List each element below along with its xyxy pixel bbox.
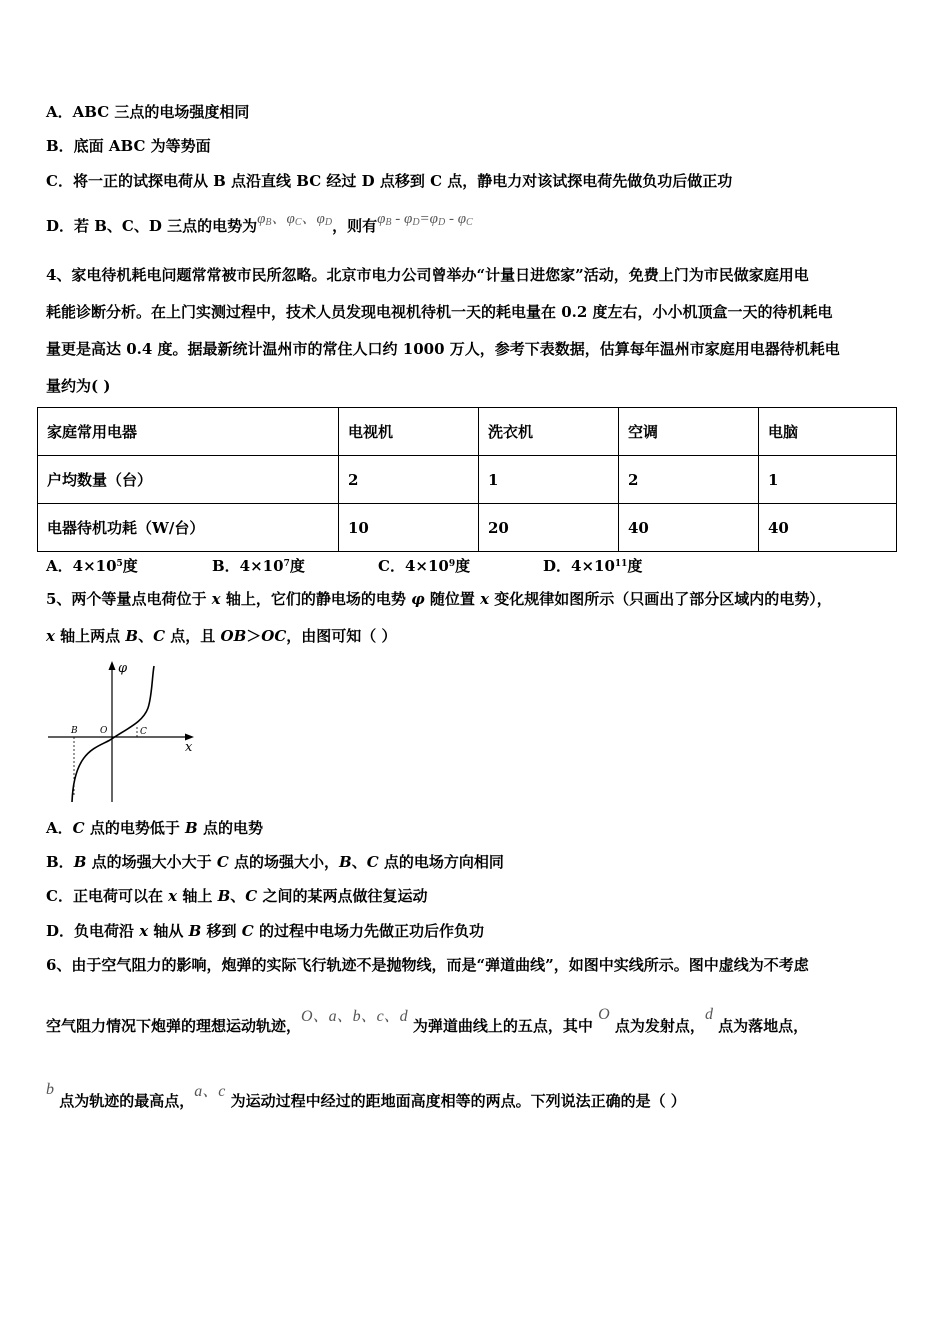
q6-line3: b 点为轨迹的最高点，a、c 为运动过程中经过的距地面高度相等的两点。下列说法正确的是（ ） [46, 1081, 686, 1110]
table-row [38, 504, 897, 552]
table-row [38, 456, 897, 504]
table-cell: 2 [619, 456, 759, 504]
q4-stem-line2: 耗能诊断分析。在上门实测过程中，技术人员发现电视机待机一天的耗电量在 0.2 度左右，小小机顶盒一天的待机耗电 [46, 303, 833, 321]
q5-option-a: A．C 点的电势低于 B 点的电势 [46, 819, 263, 837]
table-cell: 家庭常用电器 [38, 408, 339, 456]
y-axis [109, 661, 116, 802]
q3-d-middle: ，则有 [332, 217, 378, 235]
table-cell: 40 [759, 504, 897, 552]
table-cell: 空调 [619, 408, 759, 456]
x-axis [48, 734, 194, 741]
q5-option-b: B．B 点的场强大小大于 C 点的场强大小，B、C 点的电场方向相同 [46, 853, 504, 871]
graph-label-c: C [140, 727, 147, 737]
table-cell: 20 [479, 504, 619, 552]
q4-option-a: A．$4\times 10^5$度 [46, 557, 138, 575]
q4-stem-line4: 量约为( ) [46, 377, 111, 395]
q3-d-prefix: D．若 B、C、D 三点的电势为 [46, 217, 258, 235]
table-cell: 40 [619, 504, 759, 552]
graph-label-o: O [100, 726, 108, 736]
table-cell: 10 [339, 504, 479, 552]
table-cell: 电器待机功耗（W/台） [38, 504, 339, 552]
graph-label-b: B [71, 726, 78, 736]
table-cell: 户均数量（台） [38, 456, 339, 504]
q4-option-c: C．$4\times 10^9$度 [378, 557, 471, 575]
table-cell: 1 [479, 456, 619, 504]
q5-stem-line1: 5、两个等量点电荷位于 x 轴上，它们的静电场的电势 φ 随位置 x 变化规律如图所示（只画出了部分区域内的电势）， [46, 590, 832, 608]
graph-label-phi: φ [118, 661, 128, 676]
table-header-row [38, 408, 897, 456]
table-cell: 电脑 [759, 408, 897, 456]
table-cell: 洗衣机 [479, 408, 619, 456]
graph-label-x: x [185, 740, 193, 755]
table-cell: 电视机 [339, 408, 479, 456]
potential-graph [44, 656, 200, 806]
q3-option-d: D．若 B、C、D 三点的电势为$\varphi_B$、$\varphi_C$、$\varphi_D$，则有$\varphi_B - \varphi_D=\varphi_D - \varphi_C$ [46, 211, 473, 235]
q5-option-c: C．正电荷可以在 x 轴上 B、C 之间的某两点做往复运动 [46, 887, 428, 905]
q4-stem-line1: 4、家电待机耗电问题常常被市民所忽略。北京市电力公司曾举办“计量日进您家”活动，免费上门为市民做家庭用电 [46, 266, 809, 284]
table-cell: 2 [339, 456, 479, 504]
table-cell: 1 [759, 456, 897, 504]
q4-stem-line3: 量更是高达 0.4 度。据最新统计温州市的常住人口约 1000 万人，参考下表数据，估算每年温州市家庭用电器待机耗电 [46, 340, 840, 358]
q3-option-c: C．将一正的试探电荷从 B 点沿直线 BC 经过 D 点移到 C 点，静电力对该试探电荷先做负功后做正功 [46, 172, 733, 190]
q5-option-d: D．负电荷沿 x 轴从 B 移到 C 的过程中电场力先做正功后作负功 [46, 922, 484, 940]
q6-line2: 空气阻力情况下炮弹的理想运动轨迹，O、a、b、c、d 为弹道曲线上的五点，其中 O 点为发射点，d 点为落地点， [46, 1006, 809, 1035]
q4-option-b: B．$4\times 10^7$度 [212, 557, 305, 575]
appliance-table [37, 407, 897, 552]
q4-option-d: D．$4\times 10^{11}$度 [543, 557, 643, 575]
q3-option-b: B．底面 ABC 为等势面 [46, 137, 211, 155]
q5-stem-line2: x 轴上两点 B、C 点，且 OB＞OC，由图可知（ ） [46, 627, 397, 645]
q6-line1: 6、由于空气阻力的影响，炮弹的实际飞行轨迹不是抛物线，而是“弹道曲线”，如图中实线所示。图中虚线为不考虑 [46, 956, 809, 974]
q3-option-a: A．ABC 三点的电场强度相同 [46, 103, 250, 121]
